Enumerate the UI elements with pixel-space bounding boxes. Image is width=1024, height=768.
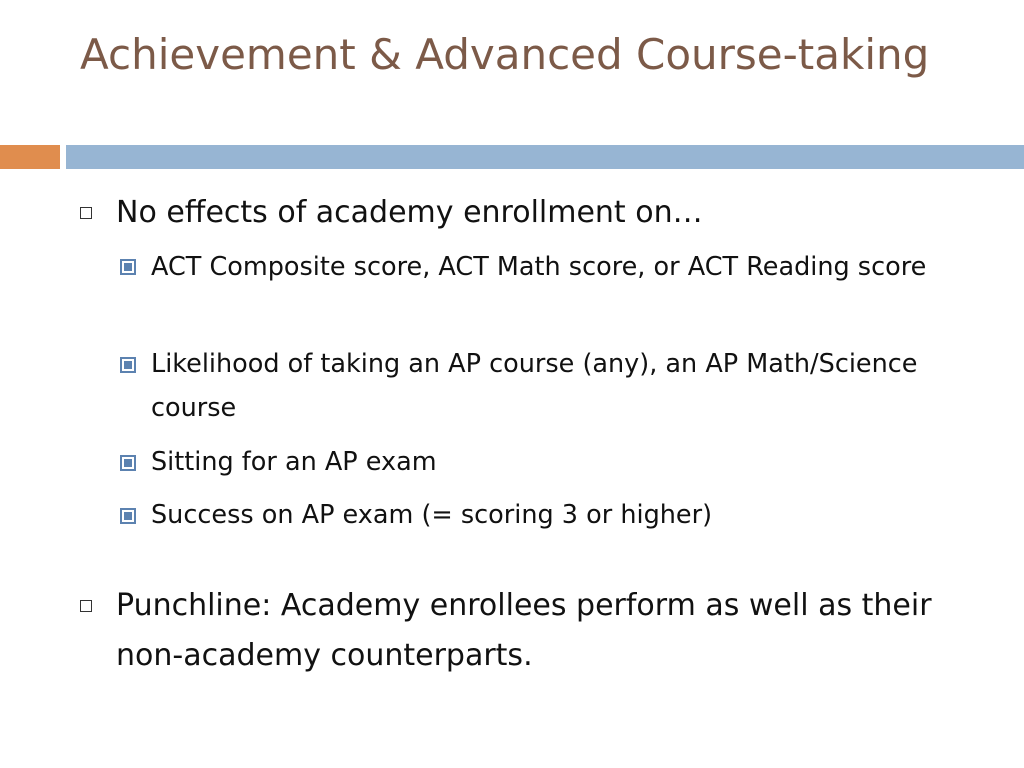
subbullet-ap-success: Success on AP exam (= scoring 3 or higher) bbox=[151, 500, 713, 530]
subbullet-act-scores: ACT Composite score, ACT Math score, or ACT Reading score bbox=[151, 252, 927, 282]
hollow-square-bullet-icon bbox=[80, 600, 92, 612]
title-accent-bar-blue bbox=[66, 145, 1024, 169]
bullet-punchline: Punchline: Academy enrollees perform as well as their non-academy counterparts. bbox=[116, 588, 932, 673]
bullet-no-effects: No effects of academy enrollment on… bbox=[116, 195, 703, 230]
slide-title: Achievement & Advanced Course-taking bbox=[80, 30, 930, 79]
square-bullet-icon bbox=[120, 455, 136, 471]
square-bullet-icon bbox=[120, 357, 136, 373]
title-accent-bar-orange bbox=[0, 145, 60, 169]
subbullet-ap-course: Likelihood of taking an AP course (any), an AP Math/Science course bbox=[151, 349, 918, 423]
square-bullet-icon bbox=[120, 259, 136, 275]
hollow-square-bullet-icon bbox=[80, 207, 92, 219]
square-bullet-icon bbox=[120, 508, 136, 524]
subbullet-ap-exam: Sitting for an AP exam bbox=[151, 447, 437, 477]
